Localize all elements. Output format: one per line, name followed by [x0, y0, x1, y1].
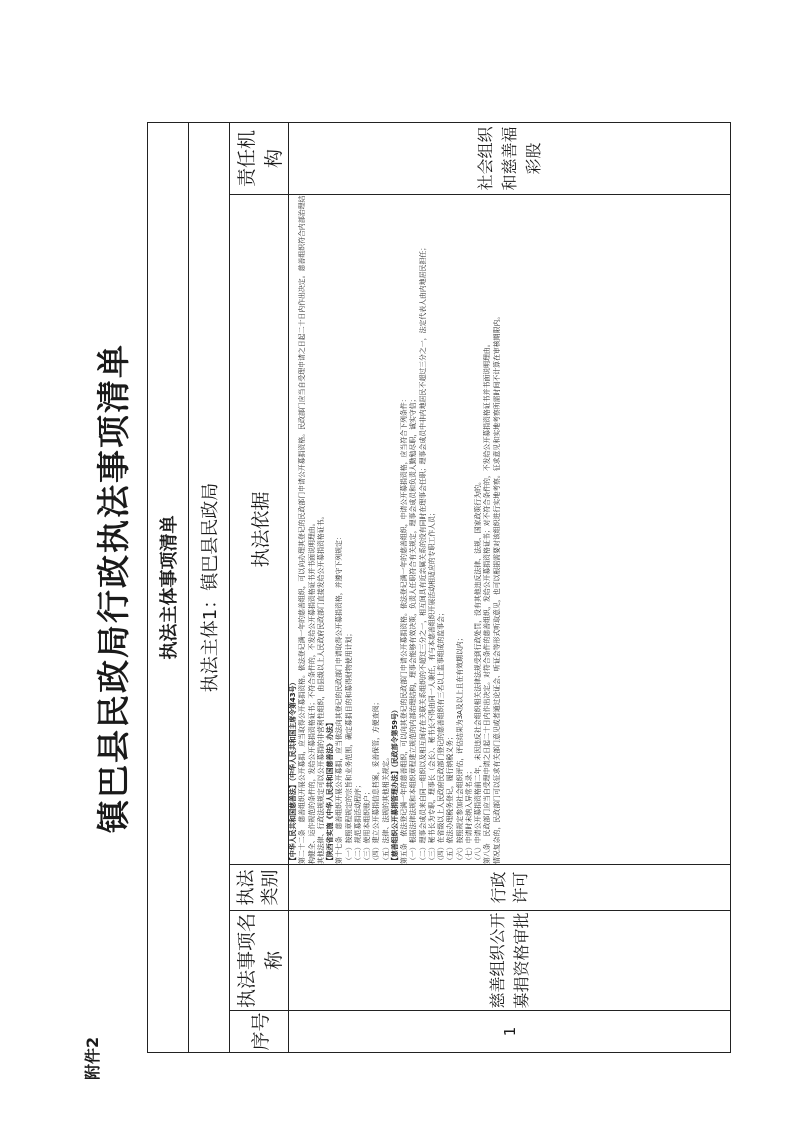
- header-org: 责任机构: [230, 123, 289, 195]
- basis-text: [289, 195, 502, 864]
- basis-clause: 第十七条 慈善组织开展公开募捐，应当依法向其登记的民政部门申请取得公开募捐资格，并遵守下列规定：: [335, 533, 344, 864]
- document-title: 镇巴县民政局行政执法事项清单: [94, 343, 133, 833]
- attachment-label: 附件2: [83, 1036, 102, 1080]
- basis-clause: 其他法律、行政法规规定可以公开募捐的非营利性组织，由县级以上人民政府民政部门直接发给公开募捐资格证书。: [316, 512, 325, 864]
- header-num: 序号: [230, 1011, 289, 1053]
- basis-clause: （八）申请公开募捐资格前二年，未因违反社会组织相关法律法规受到行政处罚，没有其他违反法律、法规、国家政策行为的。: [474, 478, 482, 864]
- row-basis: [289, 195, 731, 865]
- row-org: 社会组织和慈善福彩股: [289, 123, 731, 195]
- entity-bar: 执法主体1：镇巴县民政局: [189, 123, 230, 1053]
- basis-clause: （六）按照规定参加社会组织评估，评估结果为3A及以上且在有效期以内；: [455, 634, 464, 864]
- basis-clause: （四）在省级以上人民政府民政部门登记的慈善组织有三名以上监事组成的监事会；: [437, 609, 445, 864]
- basis-clause: （一）根据法律法规和本组织章程建立规范的内部治理结构，理事会能够有效决策，负责人任职符合有关规定，理事会成员和负责人勤勉尽职，诚实守信；: [409, 395, 418, 864]
- basis-clause: 第二十二条 慈善组织开展公开募捐，应当取得公开募捐资格。依法登记满一年的慈善组织，可以向办理其登记的民政部门申请公开募捐资格。民政部门应当自受理申请之日起二十日内作出决定。慈善组织符合内部治理结构健全、运作规范的条件的，发给公开募捐资格证书；不符合条件的，不发给公开募捐资格证书并书面说明理由。: [298, 195, 316, 864]
- header-basis: 执法依据: [230, 195, 289, 865]
- basis-law-title: 【中华人民共和国慈善法】（中华人民共和国主席令第43号）: [289, 678, 297, 864]
- basis-clause: （五）依法办理税务登记，履行纳税义务；: [446, 733, 455, 864]
- basis-clause: （三）使用本组织账户；: [363, 788, 371, 864]
- basis-clause: （二）理事会成员来自同一组织以及相互间存在关联关系组织的不超过三分之一，相互间具有近亲属关系的没有同时在理事会任职；理事会成员中非内地居民不超过三分之一，法定代表人由内地居民担任；: [418, 243, 427, 864]
- basis-clause: 第五条 依法登记满一年的慈善组织，可以向其登记的民政部门申请公开募捐资格。依法登记满一年的慈善组织，申请公开募捐资格，应当符合下列条件：: [400, 395, 408, 864]
- basis-clause: （五）法律、法规的其他相关规定。: [381, 753, 390, 864]
- basis-law-title: 【陕西省实施《中华人民共和国慈善法》办法】: [326, 719, 334, 864]
- basis-clause: （四）建立公开募捐信息档案，妥善保管，方便查阅；: [372, 698, 381, 864]
- basis-clause: 情况复杂的，民政部门可以征求有关部门意见或者通过论证会、听证会等形式听取意见，也可以根据需要对该组织进行实地考察。征求意见和实地考察所需时间不计算在审核期限内。: [492, 312, 501, 864]
- basis-clause: （二）规范募捐活动程序；: [353, 781, 362, 864]
- basis-law-title: 【慈善组织公开募捐管理办法】（民政部令第59号）: [390, 706, 399, 864]
- basis-clause: （三）秘书长为专职，理事长（会长）、秘书长不得由同一人兼任，有与本慈善组织开展活动相适应的专职工作人员；: [427, 509, 436, 864]
- subtitle-bar: 执法主体事项清单: [148, 123, 189, 1053]
- document-sheet: [85, 123, 735, 1053]
- enforcement-table: [147, 122, 731, 1053]
- header-type: 执法类别: [230, 865, 289, 911]
- header-name: 执法事项名称: [230, 911, 289, 1011]
- table-row: [289, 123, 731, 1053]
- row-type: 行政许可: [289, 865, 731, 911]
- basis-clause: （一）按照章程规定的宗旨和业务范围，确定募捐目的和募得财物使用计划；: [344, 629, 353, 864]
- basis-clause: （七）申请时未纳入异常名录；: [464, 767, 473, 864]
- header-row: [230, 123, 289, 1053]
- row-name: 慈善组织公开募捐资格审批: [289, 911, 731, 1011]
- basis-clause: 第八条 民政部门应当自受理申请之日起二十日内作出决定。对符合条件的慈善组织，发给公开募捐资格证书；对不符合条件的，不发给公开募捐资格证书并书面说明理由。: [483, 340, 492, 864]
- row-num: 1: [289, 1011, 731, 1053]
